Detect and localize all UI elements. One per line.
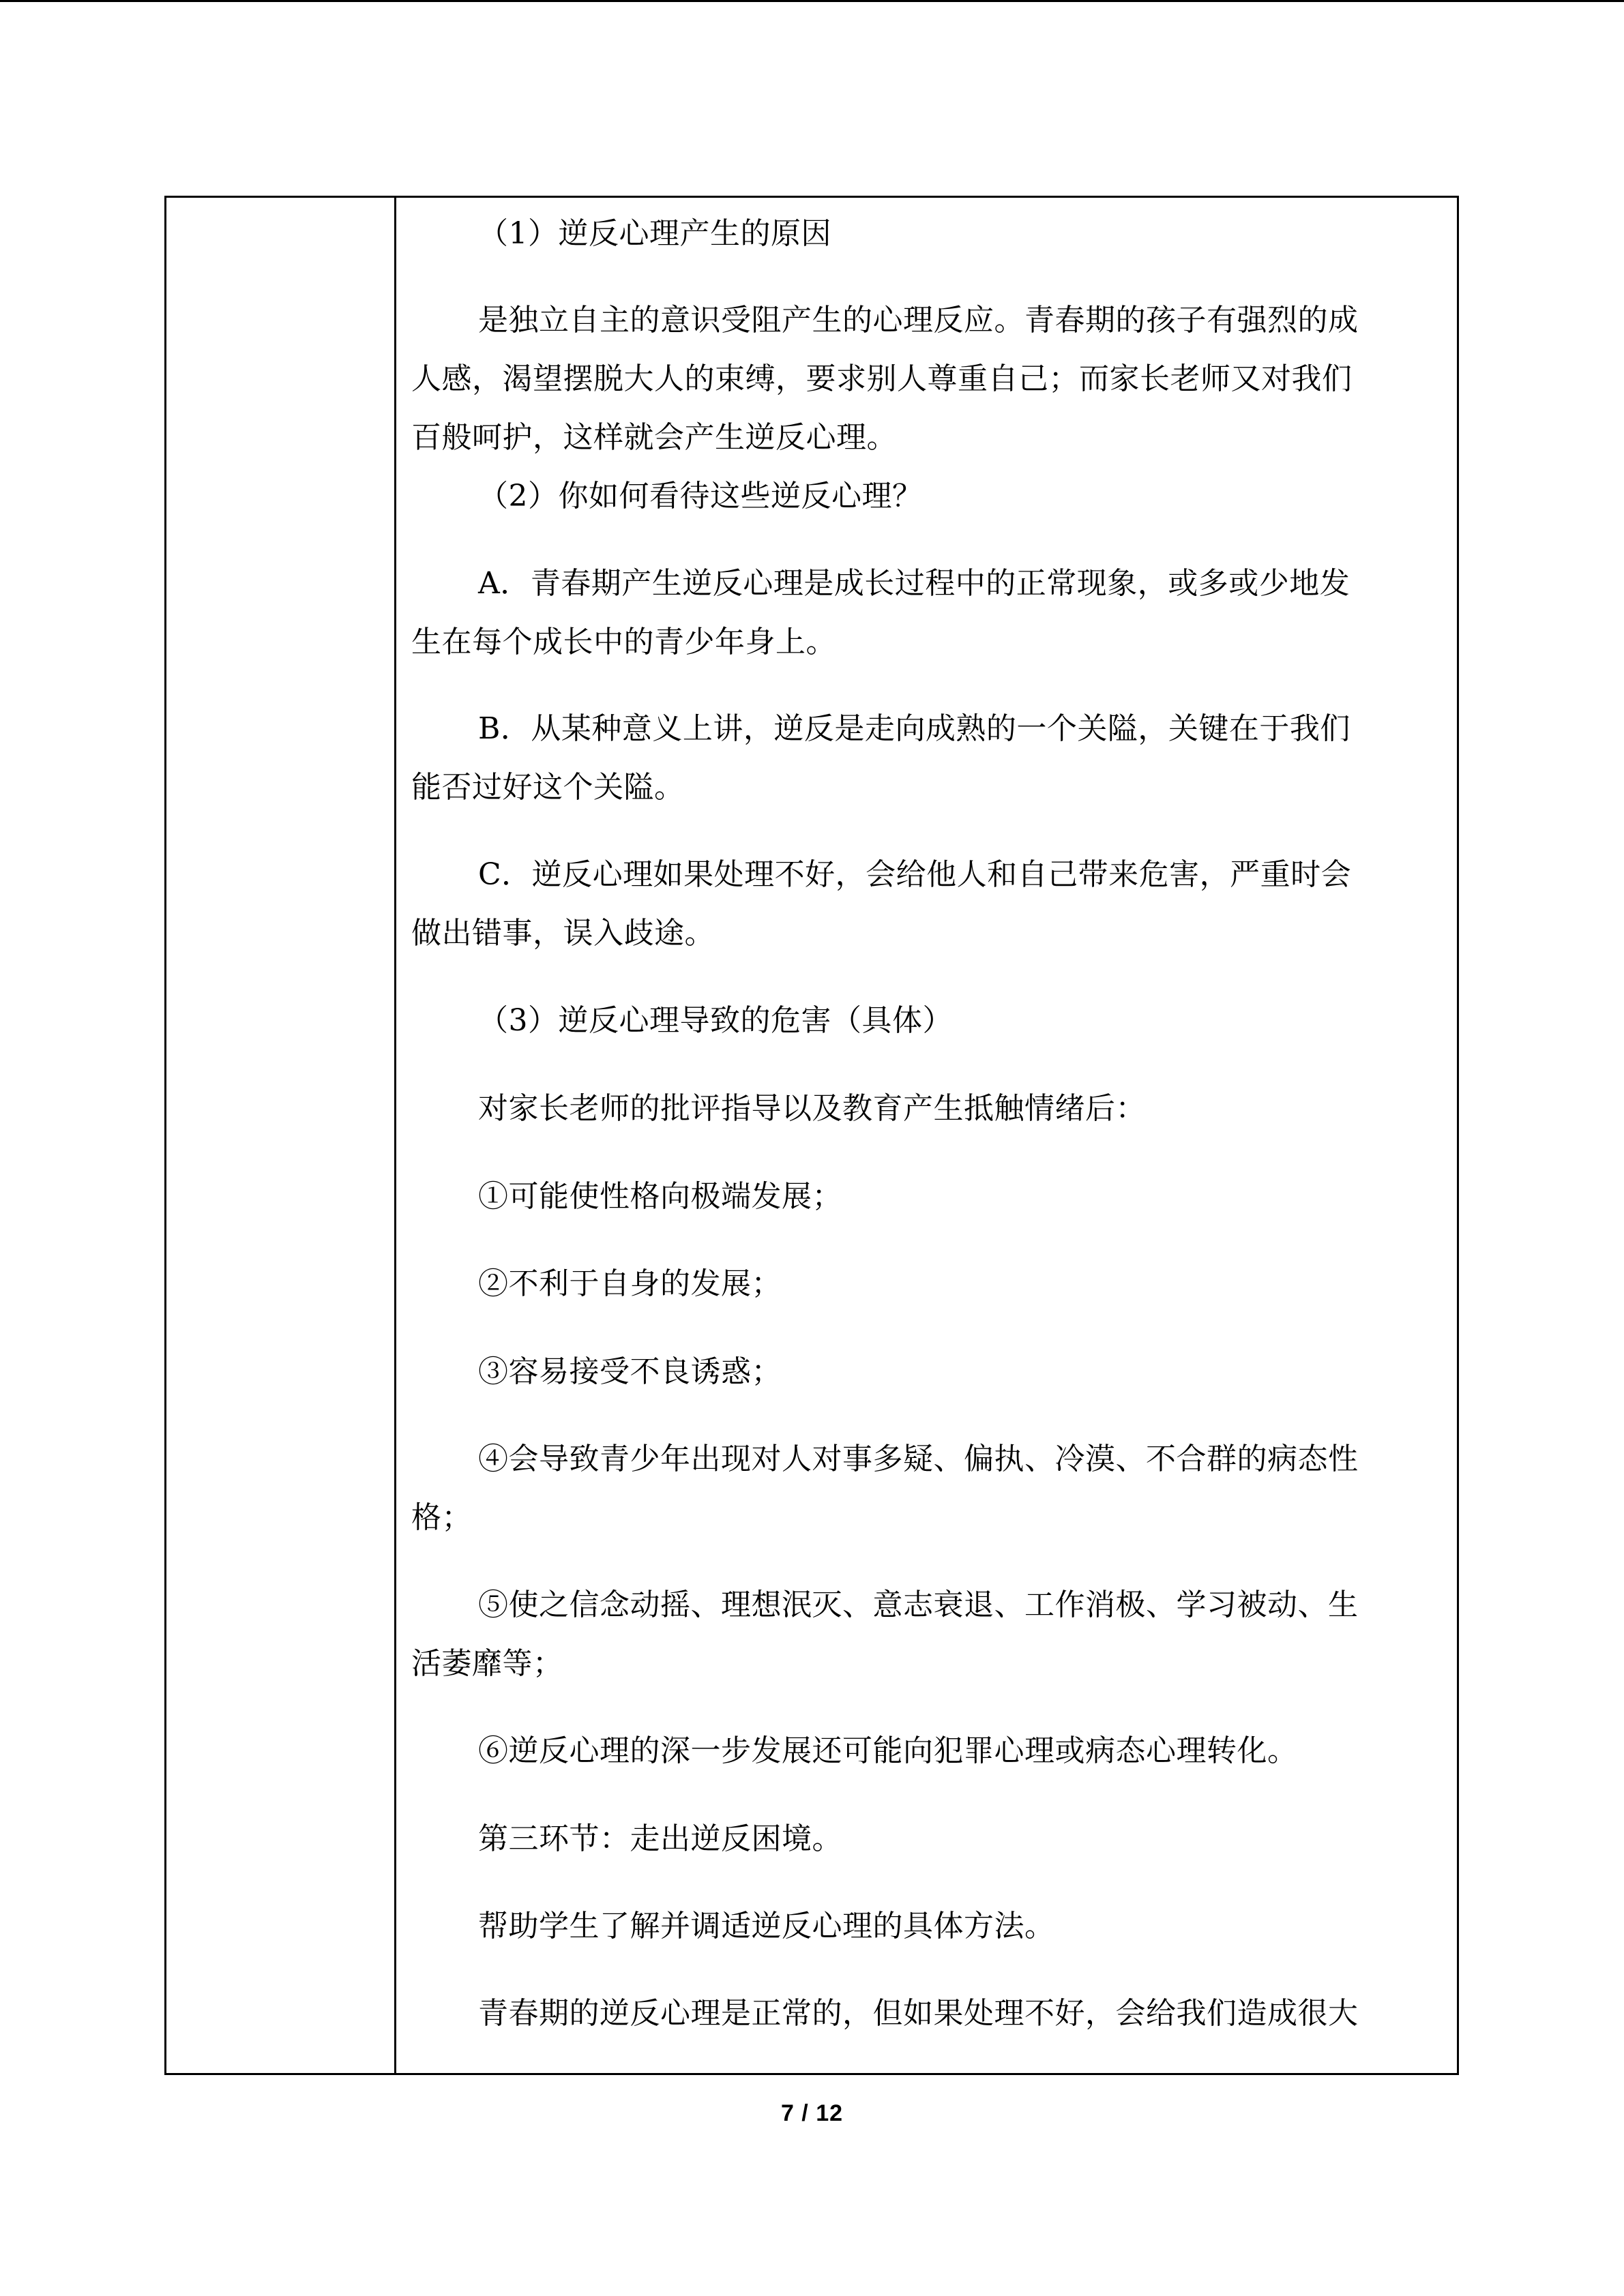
paragraph-line: ⑥逆反心理的深一步发展还可能向犯罪心理或病态心理转化。	[478, 1733, 1298, 1768]
paragraph	[396, 1897, 1457, 1956]
paragraph	[396, 205, 1457, 263]
paragraph-line: ④会导致青少年出现对人对事多疑、偏执、冷漠、不合群的病态性	[478, 1442, 1359, 1476]
paragraph	[396, 1343, 1457, 1401]
paragraph-line: ③容易接受不良诱惑；	[478, 1354, 782, 1389]
paragraph	[396, 1576, 1457, 1693]
paragraph-line: C．逆反心理如果处理不好，会给他人和自己带来危害，严重时会	[478, 857, 1352, 892]
paragraph	[396, 554, 1457, 672]
paragraph-line: 帮助学生了解并调适逆反心理的具体方法。	[478, 1909, 1055, 1943]
paragraph-line: 是独立自主的意识受阻产生的心理反应。青春期的孩子有强烈的成	[478, 303, 1359, 338]
page-top-rule	[0, 0, 1624, 2]
paragraph-line: （2）你如何看待这些逆反心理？	[478, 479, 923, 513]
paragraph-line: B．从某种意义上讲，逆反是走向成熟的一个关隘，关键在于我们	[478, 711, 1350, 746]
paragraph	[396, 291, 1457, 467]
paragraph	[396, 1430, 1457, 1547]
paragraph-line: 生在每个成长中的青少年身上。	[411, 625, 836, 659]
paragraph-line: 对家长老师的批评指导以及教育产生抵触情绪后：	[478, 1091, 1146, 1126]
page-number: 7 / 12	[780, 2100, 844, 2126]
paragraph	[396, 1984, 1457, 2043]
paragraph	[396, 1079, 1457, 1138]
paragraph	[396, 846, 1457, 963]
paragraph-line: 活萎靡等；	[411, 1646, 563, 1681]
paragraph	[396, 1167, 1457, 1226]
paragraph-line: 人感，渴望摆脱大人的束缚，要求别人尊重自己；而家长老师又对我们	[411, 361, 1353, 396]
paragraph-line: 能否过好这个关隘。	[411, 770, 685, 805]
paragraph	[396, 1255, 1457, 1313]
paragraph-line: 百般呵护，这样就会产生逆反心理。	[411, 420, 897, 455]
paragraph-line: 格；	[411, 1500, 472, 1535]
paragraph-line: 青春期的逆反心理是正常的，但如果处理不好，会给我们造成很大	[478, 1996, 1359, 2031]
paragraph	[396, 700, 1457, 817]
content-table	[164, 196, 1459, 2075]
paragraph-line: ②不利于自身的发展；	[478, 1266, 782, 1301]
paragraph-line: ①可能使性格向极端发展；	[478, 1179, 842, 1214]
paragraph-line: 第三环节：走出逆反困境。	[478, 1821, 842, 1856]
paragraph	[396, 467, 1457, 526]
table-right-column	[396, 198, 1457, 2073]
paragraph-line: A．青春期产生逆反心理是成长过程中的正常现象，或多或少地发	[478, 566, 1350, 601]
paragraph-line: （1）逆反心理产生的原因	[478, 216, 831, 251]
table-left-column	[166, 198, 396, 2073]
paragraph-line: ⑤使之信念动摇、理想泯灭、意志衰退、工作消极、学习被动、生	[478, 1587, 1359, 1622]
paragraph-line: 做出错事，误入歧途。	[411, 916, 715, 951]
paragraph	[396, 1722, 1457, 1780]
paragraph	[396, 992, 1457, 1050]
paragraph	[396, 1810, 1457, 1868]
paragraph-line: （3）逆反心理导致的危害（具体）	[478, 1003, 953, 1038]
lesson-content	[396, 198, 1457, 2073]
